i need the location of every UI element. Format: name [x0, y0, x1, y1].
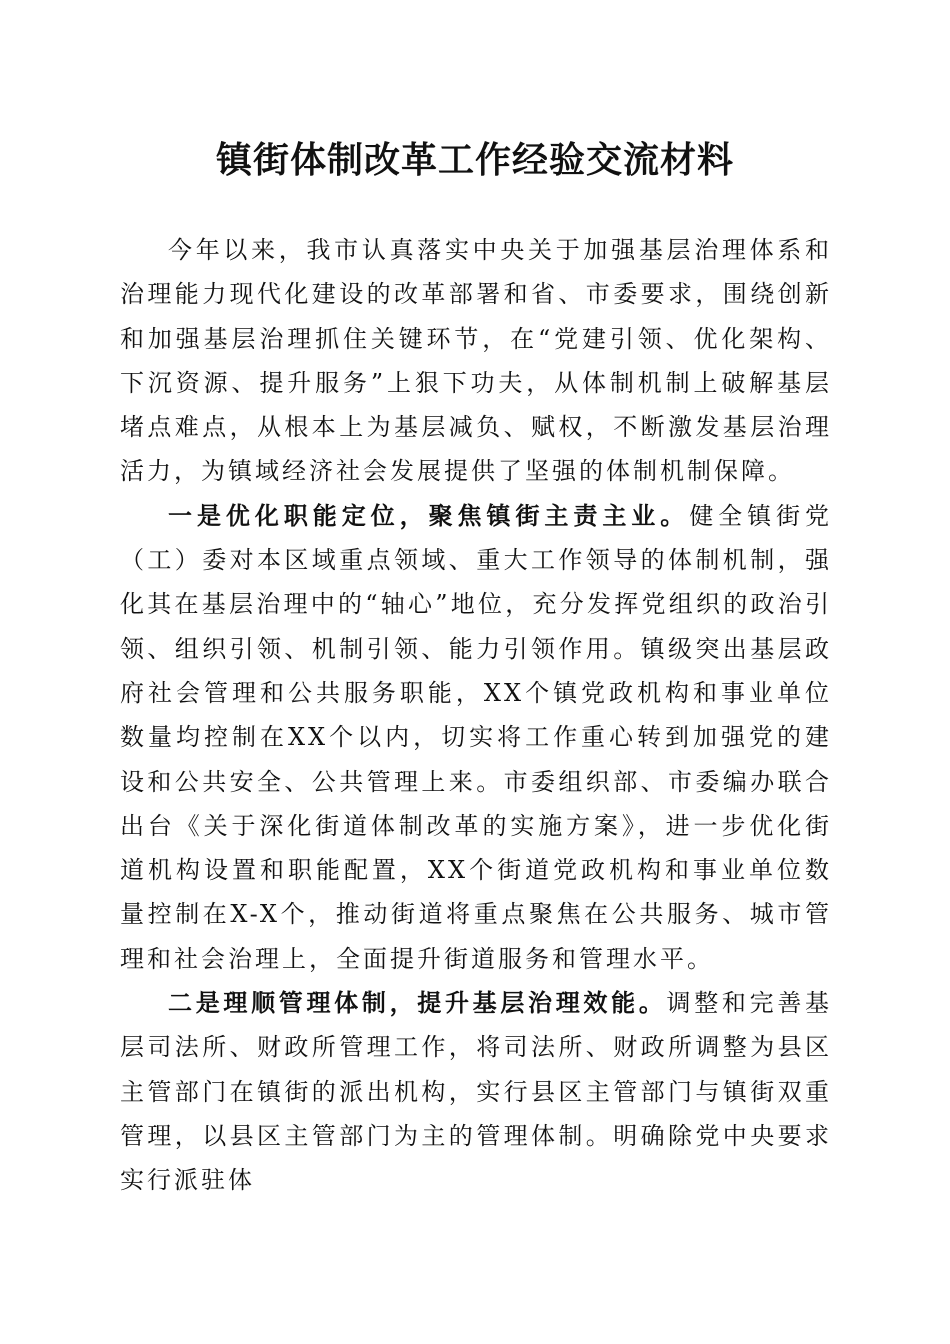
- paragraph-lead: 二是理顺管理体制，提升基层治理效能。: [168, 988, 667, 1018]
- document-title: 镇街体制改革工作经验交流材料: [215, 139, 734, 181]
- paragraph-point-one: [120, 494, 832, 981]
- paragraph-lead: 一是优化职能定位，聚焦镇街主责主业。: [168, 500, 690, 530]
- paragraph-intro: [120, 228, 832, 494]
- paragraph-text: 调整和完善基层司法所、财政所管理工作，将司法所、财政所调整为县区主管部门在镇街的派出机构，实行县区主管部门与镇街双重管理，以县区主管部门为主的管理体制。明确除党中央要求实行派驻体: [120, 989, 833, 1195]
- document-body: [120, 228, 832, 1203]
- paragraph-text: 健全镇街党（工）委对本区域重点领域、重大工作领导的体制机制，强化其在基层治理中的“轴心”地位，充分发挥党组织的政治引领、组织引领、机制引领、能力引领作用。镇级突出基层政府社会管理和公共服务职能，XX个镇党政机构和事业单位数量均控制在XX个以内，切实将工作重心转到加强党的建设和公共安全、公共管理上来。市委组织部、市委编办联合出台《关于深化街道体制改革的实施方案》，进一步优化街道机构设置和职能配置，XX个街道党政机构和事业单位数量控制在X-X个，推动街道将重点聚焦在公共服务、城市管理和社会治理上，全面提升街道服务和管理水平。: [120, 501, 833, 973]
- paragraph-text: 今年以来，我市认真落实中央关于加强基层治理体系和治理能力现代化建设的改革部署和省、市委要求，围绕创新和加强基层治理抓住关键环节，在“党建引领、优化架构、下沉资源、提升服务”上狠下功夫，从体制机制上破解基层堵点难点，从根本上为基层减负、赋权，不断激发基层治理活力，为镇域经济社会发展提供了坚强的体制机制保障。: [120, 236, 832, 486]
- paragraph-point-two: [120, 981, 832, 1202]
